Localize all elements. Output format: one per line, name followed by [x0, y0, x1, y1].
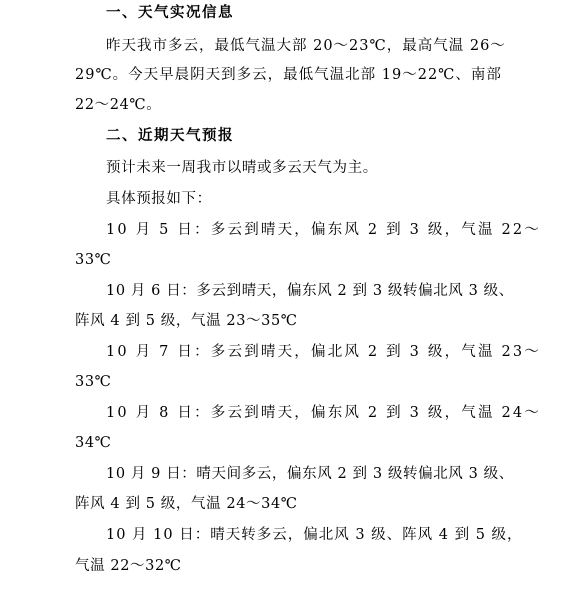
section-heading-forecast: 二、近期天气预报 — [106, 127, 234, 144]
forecast-oct8-line-1: 10 月 8 日：多云到晴天，偏东风 2 到 3 级，气温 24～ — [106, 405, 542, 421]
forecast-oct5-line-1: 10 月 5 日：多云到晴天，偏东风 2 到 3 级，气温 22～ — [106, 222, 542, 238]
observation-paragraph-line-2: 29℃。今天早晨阴天到多云，最低气温北部 19～22℃、南部 — [75, 67, 502, 83]
forecast-intro: 预计未来一周我市以晴或多云天气为主。 — [106, 160, 378, 176]
forecast-oct7-line-2: 33℃ — [75, 374, 112, 390]
forecast-oct5-line-2: 33℃ — [75, 252, 112, 268]
observation-paragraph-line-1: 昨天我市多云，最低气温大部 20～23℃，最高气温 26～ — [106, 38, 506, 54]
forecast-oct8-line-2: 34℃ — [75, 435, 112, 451]
forecast-details-label: 具体预报如下： — [106, 191, 212, 207]
forecast-oct7-line-1: 10 月 7 日：多云到晴天，偏北风 2 到 3 级，气温 23～ — [106, 344, 542, 360]
forecast-oct10-line-2: 气温 22～32℃ — [75, 558, 182, 574]
forecast-oct6-line-1: 10 月 6 日：多云到晴天，偏东风 2 到 3 级转偏北风 3 级、 — [106, 283, 514, 299]
forecast-oct10-line-1: 10 月 10 日：晴天转多云，偏北风 3 级、阵风 4 到 5 级， — [106, 527, 523, 543]
forecast-oct6-line-2: 阵风 4 到 5 级，气温 23～35℃ — [75, 313, 298, 329]
section-heading-weather-observation: 一、天气实况信息 — [106, 4, 234, 21]
forecast-oct9-line-2: 阵风 4 到 5 级，气温 24～34℃ — [75, 496, 298, 512]
observation-paragraph-line-3: 22～24℃。 — [75, 97, 162, 113]
forecast-oct9-line-1: 10 月 9 日：晴天间多云，偏东风 2 到 3 级转偏北风 3 级、 — [106, 466, 514, 482]
